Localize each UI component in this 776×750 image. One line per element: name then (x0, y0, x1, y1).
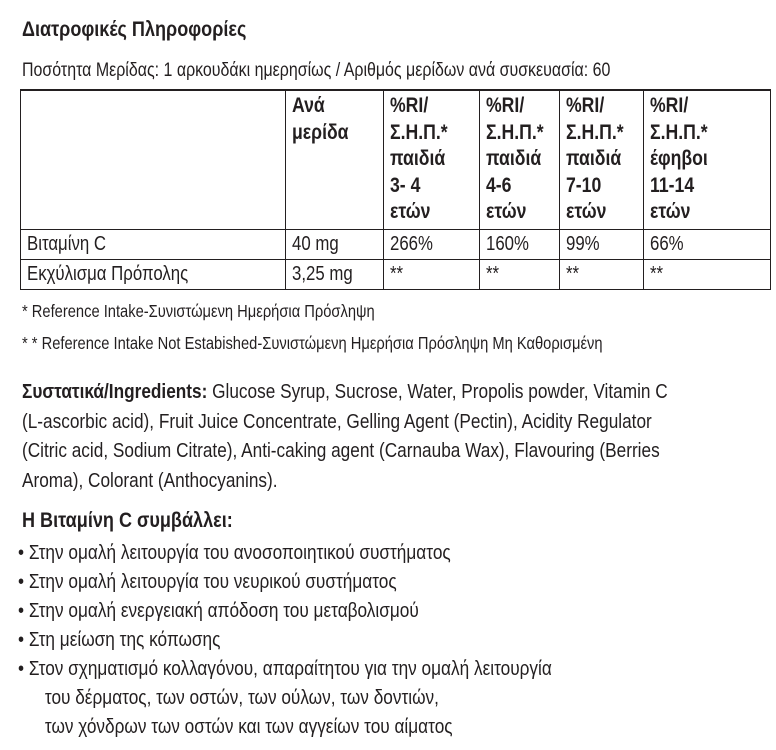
header-cell-ri-11-14: %RI/ Σ.Η.Π.* έφηβοι 11-14 ετών (644, 90, 771, 230)
list-item-continuation: των χόνδρων των οστών και των αγγείων του αίματος (44, 715, 453, 738)
list-item-continuation: του δέρματος, των οστών, των ούλων, των δοντιών, (44, 686, 439, 709)
header-cell-ri-7-10: %RI/ Σ.Η.Π.* παιδιά 7-10 ετών (560, 90, 644, 230)
table-header-row (21, 90, 771, 230)
ingredients-line: (L-ascorbic acid), Fruit Juice Concentrate, Gelling Agent (Pectin), Acidity Regulator (22, 409, 652, 433)
list-item: • Στην ομαλή λειτουργία του ανοσοποιητικού συστήματος (18, 541, 451, 564)
list-item (18, 654, 690, 741)
footnote-ri: * Reference Intake-Συνιστώμενη Ημερήσια Πρόσληψη (22, 301, 375, 321)
table-cell: 40 mg (286, 230, 384, 260)
table-cell: Βιταμίνη C (21, 230, 286, 260)
list-item: • Στη μείωση της κόπωσης (18, 628, 221, 651)
header-cell-per-serving: Ανά μερίδα (286, 90, 384, 230)
vitamin-c-benefits-list (18, 538, 690, 741)
table-row (21, 230, 771, 260)
ingredients-text (22, 377, 753, 495)
table-cell: ** (644, 260, 771, 290)
list-item: • Στην ομαλή λειτουργία του νευρικού συστήματος (18, 570, 397, 593)
table-cell: ** (480, 260, 560, 290)
ingredients-line: Aroma), Colorant (Anthocyanins). (22, 468, 278, 492)
header-cell-ri-3-4: %RI/ Σ.Η.Π.* παιδιά 3- 4 ετών (384, 90, 480, 230)
serving-info: Ποσότητα Μερίδας: 1 αρκουδάκι ημερησίως / Αριθμός μερίδων ανά συσκευασία: 60 (22, 60, 611, 81)
page-title: Διατροφικές Πληροφορίες (22, 18, 247, 41)
table-cell: 66% (644, 230, 771, 260)
table-cell: 266% (384, 230, 480, 260)
table-cell: ** (384, 260, 480, 290)
nutrition-table (20, 89, 771, 290)
list-item: • Στην ομαλή ενεργειακή απόδοση του μεταβολισμού (18, 599, 419, 622)
table-cell: 99% (560, 230, 644, 260)
ingredients-line: Glucose Syrup, Sucrose, Water, Propolis powder, Vitamin C (207, 380, 668, 403)
header-cell-ri-4-6: %RI/ Σ.Η.Π.* παιδιά 4-6 ετών (480, 90, 560, 230)
table-row (21, 260, 771, 290)
list-item-text: • Στον σχηματισμό κολλαγόνου, απαραίτητου για την ομαλή λειτουργία (18, 657, 552, 680)
table-cell: 3,25 mg (286, 260, 384, 290)
header-cell-empty (21, 90, 286, 230)
table-cell: ** (560, 260, 644, 290)
ingredients-line: (Citric acid, Sodium Citrate), Anti-caking agent (Carnauba Wax), Flavouring (Berries (22, 439, 660, 462)
vitamin-c-heading: Η Βιταμίνη C συμβάλλει: (22, 509, 233, 532)
table-cell: 160% (480, 230, 560, 260)
ingredients-label: Συστατικά/Ingredients: (22, 380, 208, 403)
table-cell: Εκχύλισμα Πρόπολης (21, 260, 286, 290)
footnote-ri-not-established: * * Reference Intake Not Estabished-Συνιστώμενη Ημερήσια Πρόσληψη Μη Καθορισμένη (22, 333, 603, 353)
